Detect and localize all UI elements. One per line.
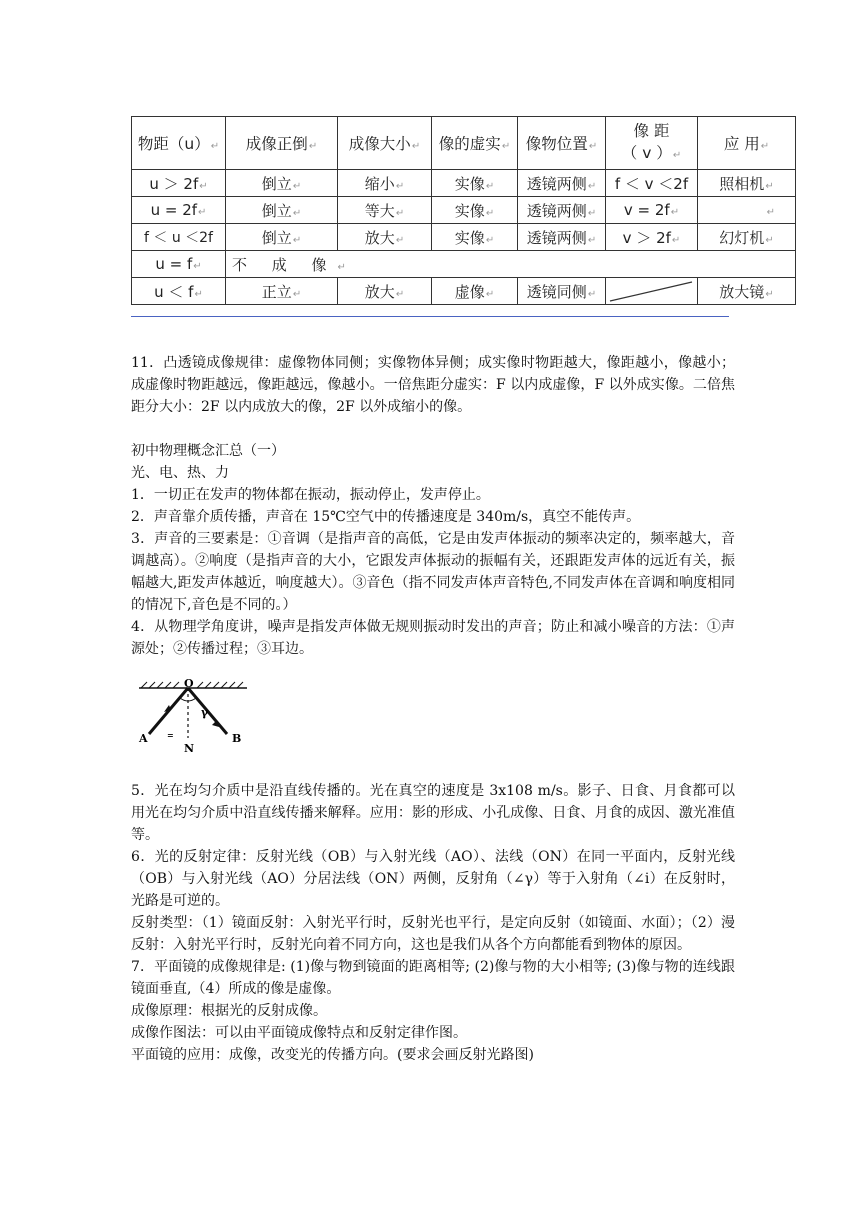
table-cell: 实像↵: [432, 224, 518, 251]
paragraph-5: 5．光在均匀介质中是沿直线传播的。光在真空的速度是 3x108 m/s。影子、日食、月食都可以用光在均匀介质中沿直线传播来解释。应用：影的形成、小孔成像、日食、月食的成因、激光准值等。: [131, 783, 735, 843]
header-object-distance: 物距（u）↵: [132, 117, 226, 170]
paragraph-1: 1．一切正在发声的物体都在振动，振动停止，发声停止。: [131, 487, 490, 503]
table-cell-merged: 不 成 像↵: [226, 251, 796, 278]
paragraph-7: 7．平面镜的成像规律是: (1)像与物到镜面的距离相等; (2)像与物的大小相等; (3)像与物的连线跟镜面垂直,（4）所成的像是虚像。: [131, 959, 735, 997]
physics-summary-block: [131, 440, 735, 660]
table-cell: v = 2f↵: [606, 197, 698, 224]
table-row: [132, 251, 796, 278]
table-cell: 缩小↵: [338, 170, 432, 197]
table-cell: 照相机↵: [698, 170, 796, 197]
header-position: 像物位置↵: [518, 117, 606, 170]
table-cell: v ＞ 2f↵: [606, 224, 698, 251]
table-row: [132, 224, 796, 251]
lens-imaging-table: [131, 116, 795, 314]
paragraph-3: 3．声音的三要素是：①音调（是指声音的高低，它是由发声体振动的频率决定的，频率越大，音调越高）。②响度（是指声音的大小，它跟发声体振动的振幅有关，还跟距发声体的远近有关，振幅越大,距发声体越近，响度越大）。③音色（指不同发声体声音特色,不同发声体在音调和响度相同的情况下,音色是不同的。）: [131, 531, 735, 613]
table-cell: u = 2f↵: [132, 197, 226, 224]
label-gamma: γ: [201, 706, 209, 719]
table-cell: 透镜两侧↵: [518, 224, 606, 251]
table-cell: 透镜两侧↵: [518, 197, 606, 224]
table-cell: 等大↵: [338, 197, 432, 224]
reflection-diagram-svg: [131, 676, 251, 756]
table-cell: 透镜同侧↵: [518, 278, 606, 305]
table-cell: f ＜ u ＜2f: [132, 224, 226, 251]
section-title: 初中物理概念汇总（一）: [131, 443, 285, 459]
label-n: N: [184, 742, 195, 755]
section-subtitle: 光、电、热、力: [131, 465, 229, 481]
paragraph-11: 11．凸透镜成像规律：虚像物体同侧；实像物体异侧；成实像时物距越大，像距越小，像越小；成虚像时物距越远，像距越远，像越小。一倍焦距分虚实：F 以内成虚像，F 以外成实像。二倍焦距分大小：2F 以内成放大的像，2F 以外成缩小的像。: [131, 355, 735, 415]
table-cell: 放大↵: [338, 224, 432, 251]
label-o: O: [184, 677, 194, 690]
label-b: B: [232, 732, 242, 745]
table-cell: 放大↵: [338, 278, 432, 305]
table-cell: 幻灯机↵: [698, 224, 796, 251]
paragraph-7d: 平面镜的应用：成像，改变光的传播方向。(要求会画反射光路图): [131, 1047, 534, 1063]
header-image-distance: 像 距 （ v ）↵: [606, 117, 698, 170]
table-cell: 正立↵: [226, 278, 338, 305]
header-application: 应 用↵: [698, 117, 796, 170]
paragraph-6b: 反射类型：（1）镜面反射：入射光平行时，反射光也平行，是定向反射（如镜面、水面）；（2）漫反射：入射光平行时，反射光向着不同方向，这也是我们从各个方向都能看到物体的原因。: [131, 915, 735, 953]
angle-arc: [180, 698, 196, 701]
table-cell: u ＞ 2f↵: [132, 170, 226, 197]
table-cell: 实像↵: [432, 170, 518, 197]
reflection-diagram: [131, 676, 251, 756]
header-real-virtual: 像的虚实↵: [432, 117, 518, 170]
incident-ray: [149, 688, 188, 734]
table-cell: u ＜ f↵: [132, 278, 226, 305]
table-row: [132, 170, 796, 197]
label-a: A: [139, 732, 148, 745]
table-cell: ↵: [698, 197, 796, 224]
paragraph-7c: 成像作图法：可以由平面镜成像特点和反射定律作图。: [131, 1025, 467, 1041]
lens-rule-paragraph-block: [131, 352, 735, 418]
table-cell: 倒立↵: [226, 197, 338, 224]
paragraph-4: 4．从物理学角度讲，噪声是指发声体做无规则振动时发出的声音；防止和减小噪音的方法：①声源处；②传播过程；③耳边。: [131, 619, 735, 657]
table-row: [132, 197, 796, 224]
light-section-block: [131, 780, 735, 1066]
paragraph-7b: 成像原理：根据光的反射成像。: [131, 1003, 327, 1019]
table-cell-diagonal: [606, 278, 698, 305]
table-cell: 倒立↵: [226, 170, 338, 197]
table-cell: 放大镜↵: [698, 278, 796, 305]
lens-table: [131, 116, 796, 305]
table-header-row: [132, 117, 796, 170]
paragraph-2: 2．声音靠介质传播，声音在 15℃空气中的传播速度是 340m/s，真空不能传声。: [131, 509, 641, 525]
table-row: [132, 278, 796, 305]
diagonal-slash: [606, 278, 698, 304]
section-divider-line: [131, 316, 729, 317]
paragraph-6: 6．光的反射定律：反射光线（OB）与入射光线（AO）、法线（ON）在同一平面内，反射光线（OB）与入射光线（AO）分居法线（ON）两侧，反射角（∠γ）等于入射角（∠i）在反射时，光路是可逆的。: [131, 849, 735, 909]
table-cell: f ＜ v ＜2f: [606, 170, 698, 197]
table-cell: u = f↵: [132, 251, 226, 278]
header-orientation: 成像正倒↵: [226, 117, 338, 170]
table-cell: 虚像↵: [432, 278, 518, 305]
label-i: =: [167, 730, 174, 740]
table-cell: 透镜两侧↵: [518, 170, 606, 197]
table-cell: 实像↵: [432, 197, 518, 224]
header-size: 成像大小↵: [338, 117, 432, 170]
table-cell: 倒立↵: [226, 224, 338, 251]
